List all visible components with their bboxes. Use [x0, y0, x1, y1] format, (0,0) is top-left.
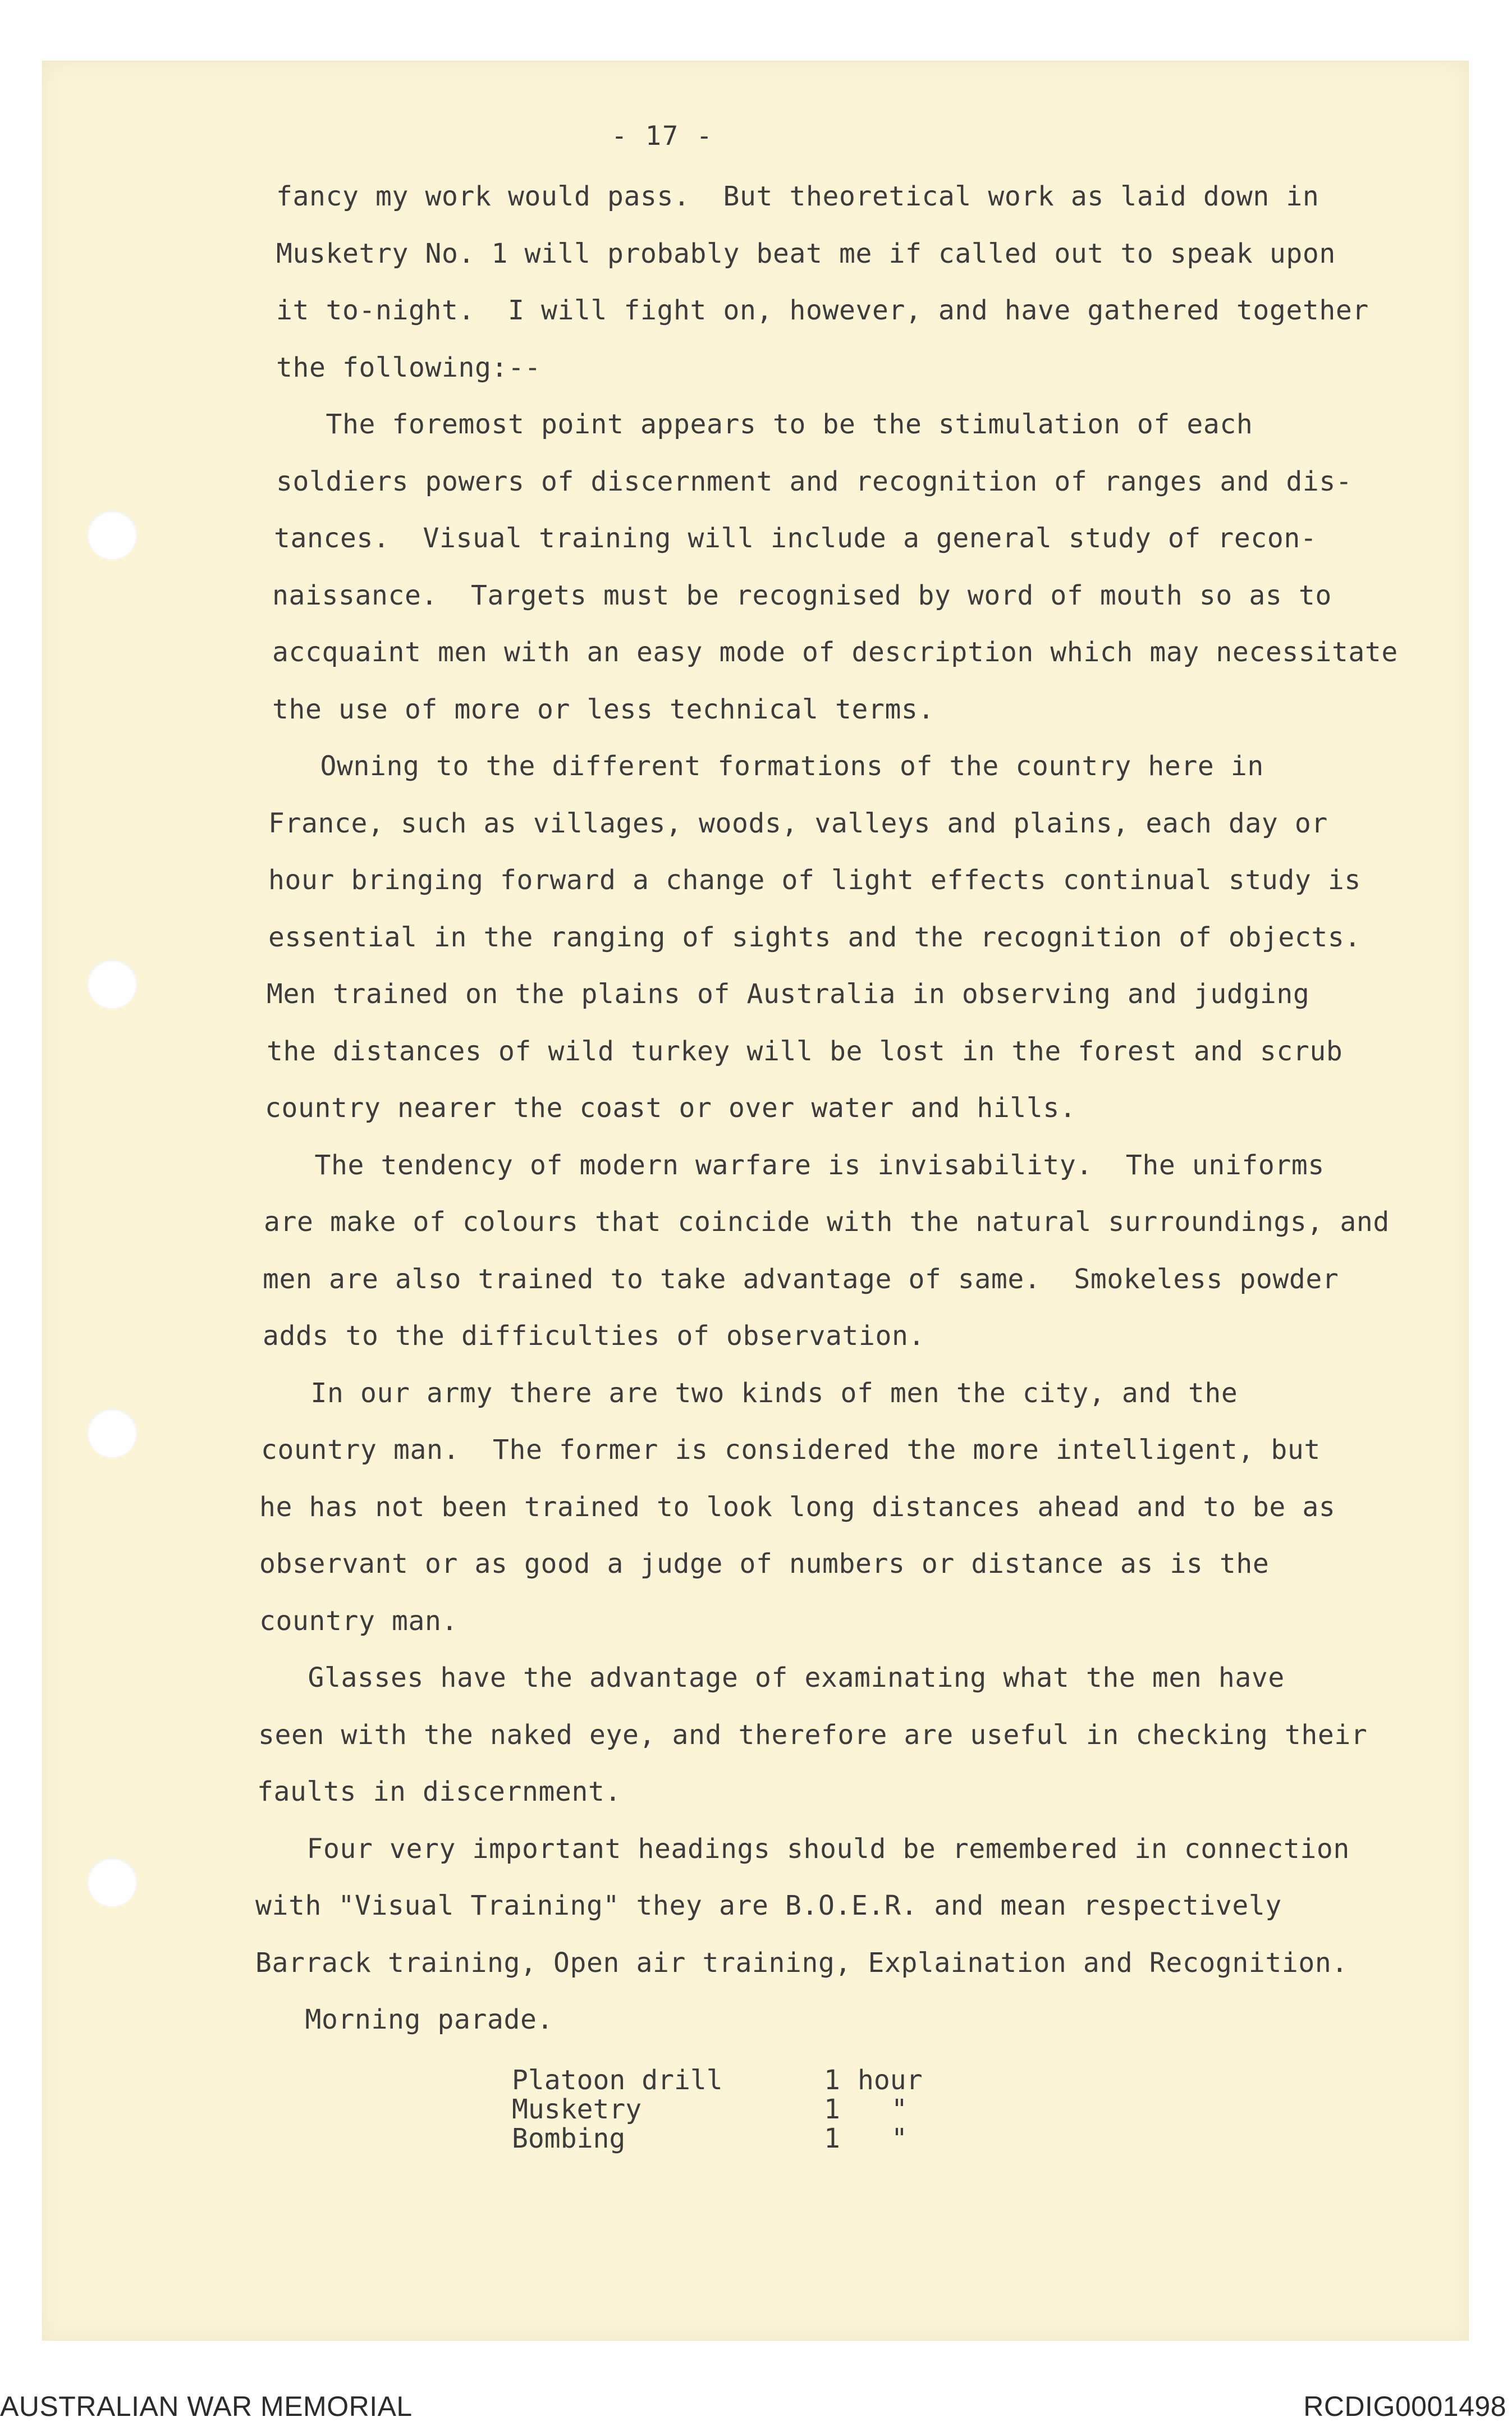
text-line: Four very important headings should be remembered in connection: [257, 1833, 1350, 1865]
text-line: Barrack training, Open air training, Explaination and Recognition.: [255, 1947, 1348, 1979]
text-line: fancy my work would pass. But theoretical work as laid down in: [276, 181, 1319, 212]
schedule-unit: ": [891, 2094, 908, 2125]
schedule-activity: Bombing: [512, 2123, 626, 2154]
footer-archive-name: AUSTRALIAN WAR MEMORIAL: [0, 2391, 413, 2422]
text-line: country nearer the coast or over water and hills.: [265, 1092, 1076, 1124]
schedule-unit: ": [891, 2123, 908, 2154]
text-line: hour bringing forward a change of light effects continual study is: [268, 864, 1361, 896]
text-line: The tendency of modern warfare is invisability. The uniforms: [265, 1150, 1325, 1181]
schedule-activity: Musketry: [512, 2094, 642, 2125]
text-line: adds to the difficulties of observation.: [263, 1320, 925, 1352]
text-line: are make of colours that coincide with the natural surroundings, and: [264, 1206, 1390, 1238]
text-line: the use of more or less technical terms.: [272, 694, 934, 725]
punch-hole: [88, 1408, 137, 1458]
text-line: observant or as good a judge of numbers or distance as is the: [259, 1548, 1270, 1580]
text-line: the distances of wild turkey will be lost in the forest and scrub: [267, 1036, 1343, 1067]
schedule-quantity: 1: [824, 2065, 840, 2096]
text-line: country man. The former is considered the more intelligent, but: [261, 1434, 1321, 1466]
punch-hole: [88, 959, 137, 1009]
text-line: the following:--: [276, 352, 541, 383]
text-line: France, such as villages, woods, valleys and plains, each day or: [268, 808, 1328, 839]
punch-hole: [88, 1857, 137, 1907]
text-line: essential in the ranging of sights and the recognition of objects.: [268, 922, 1361, 953]
schedule-unit: hour: [858, 2065, 923, 2096]
text-line: Musketry No. 1 will probably beat me if called out to speak upon: [276, 238, 1336, 269]
text-line: country man.: [259, 1605, 458, 1637]
page-number: - 17 -: [611, 121, 713, 152]
text-line: with "Visual Training" they are B.O.E.R. and mean respectively: [255, 1890, 1282, 1921]
text-line: seen with the naked eye, and therefore are useful in checking their: [258, 1719, 1368, 1751]
schedule-activity: Platoon drill: [512, 2065, 723, 2096]
text-line: accquaint men with an easy mode of description which may necessitate: [272, 637, 1398, 668]
schedule-quantity: 1: [824, 2123, 840, 2154]
text-line: it to-night. I will fight on, however, and have gathered together: [276, 295, 1369, 326]
paper-sheet: [42, 61, 1469, 2341]
text-line: In our army there are two kinds of men the city, and the: [261, 1377, 1238, 1409]
text-line: The foremost point appears to be the stimulation of each: [276, 409, 1253, 440]
text-line: Owning to the different formations of the country here in: [271, 750, 1264, 782]
text-line: tances. Visual training will include a general study of recon-: [274, 523, 1317, 554]
schedule-quantity: 1: [824, 2094, 840, 2125]
text-line: Men trained on the plains of Australia in observing and judging: [267, 978, 1310, 1010]
text-line: soldiers powers of discernment and recognition of ranges and dis-: [276, 466, 1353, 497]
text-line: Morning parade.: [255, 2004, 553, 2035]
text-line: he has not been trained to look long distances ahead and to be as: [259, 1491, 1336, 1523]
text-line: Glasses have the advantage of examinating what the men have: [258, 1662, 1285, 1693]
text-line: faults in discernment.: [257, 1776, 621, 1807]
text-line: naissance. Targets must be recognised by word of mouth so as to: [272, 580, 1332, 611]
punch-hole: [88, 510, 137, 560]
footer-record-id: RCDIG0001498: [1303, 2391, 1506, 2422]
text-line: men are also trained to take advantage of same. Smokeless powder: [263, 1264, 1339, 1295]
